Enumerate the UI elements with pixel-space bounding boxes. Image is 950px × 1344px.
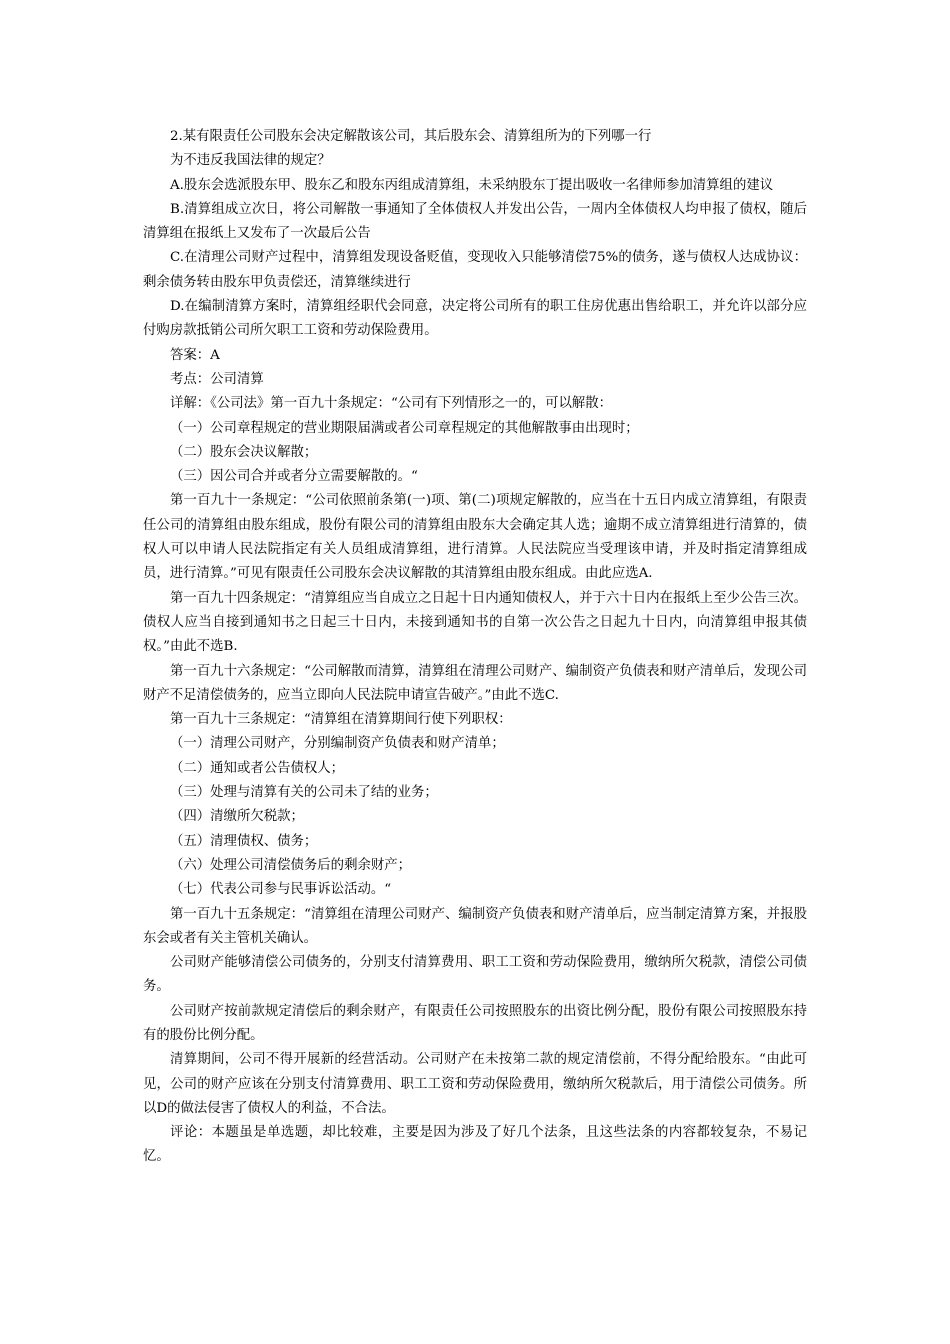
- article-195-p3: 公司财产按前款规定清偿后的剩余财产，有限责任公司按照股东的出资比例分配，股份有限公司按照股东持有的股份比例分配。: [143, 1003, 807, 1043]
- option-a: A.股东会选派股东甲、股东乙和股东丙组成清算组，未采纳股东丁提出吸收一名律师参加清算组的建议: [170, 177, 774, 193]
- art193-item: （三）处理与清算有关的公司未了结的业务；: [170, 785, 438, 801]
- art193-item: （六）处理公司清偿债务后的剩余财产；: [170, 857, 412, 873]
- art193-item: （五）清理债权、债务；: [170, 833, 318, 849]
- question-stem-line1: 2.某有限责任公司股东会决定解散该公司，其后股东会、清算组所为的下列哪一行: [170, 129, 652, 144]
- article-191: 第一百九十一条规定：“公司依照前条第(一)项、第(二)项规定解散的，应当在十五日内成立清算组，有限责任公司的清算组由股东组成，股份有限公司的清算组由股东大会确定其人选；逾期不成立清算组进行清算的，债权人可以申请人民法院指定有关人员组成清算组，进行清算。人民法院应当受理该申请，并及时指定清算组成员，进行清算。”可见有限责任公司股东会决议解散的其清算组由股东组成。由此应选A.: [143, 493, 807, 582]
- topic: 考点：公司清算: [170, 371, 264, 387]
- art193-item: （二）通知或者公告债权人；: [170, 760, 345, 776]
- art193-item: （四）清缴所欠税款；: [170, 809, 304, 825]
- option-d: D.在编制清算方案时，清算组经职代会同意，决定将公司所有的职工住房优惠出售给职工，并允许以部分应付购房款抵销公司所欠职工工资和劳动保险费用。: [143, 299, 807, 339]
- question-stem-line2: 为不违反我国法律的规定？: [170, 153, 331, 169]
- option-b: B.清算组成立次日，将公司解散一事通知了全体债权人并发出公告，一周内全体债权人均申报了债权，随后清算组在报纸上又发布了一次最后公告: [143, 201, 807, 242]
- art190-item: （三）因公司合并或者分立需要解散的。“: [170, 469, 418, 485]
- comment: 评论：本题虽是单选题，却比较难，主要是因为涉及了好几个法条，且这些法条的内容都较复杂，不易记忆。: [143, 1125, 807, 1165]
- explanation-intro: 详解：《公司法》第一百九十条规定：“公司有下列情形之一的，可以解散：: [170, 396, 613, 412]
- article-195-p1: 第一百九十五条规定：“清算组在清理公司财产、编制资产负债表和财产清单后，应当制定清算方案，并报股东会或者有关主管机关确认。: [143, 906, 807, 946]
- art190-item: （二）股东会决议解散；: [170, 444, 318, 460]
- article-196: 第一百九十六条规定：“公司解散而清算，清算组在清理公司财产、编制资产负债表和财产清单后，发现公司财产不足清偿债务的，应当立即向人民法院申请宣告破产。”由此不选C.: [143, 663, 807, 703]
- article-195-p4: 清算期间，公司不得开展新的经营活动。公司财产在未按第二款的规定清偿前，不得分配给股东。“由此可见，公司的财产应该在分别支付清算费用、职工工资和劳动保险费用，缴纳所欠税款后，用于清偿公司债务。所以D的做法侵害了债权人的利益，不合法。: [143, 1052, 807, 1116]
- article-195-p2: 公司财产能够清偿公司债务的，分别支付清算费用、职工工资和劳动保险费用，缴纳所欠税款，清偿公司债务。: [143, 955, 807, 995]
- answer: 答案：A: [170, 347, 220, 363]
- art190-item: （一）公司章程规定的营业期限届满或者公司章程规定的其他解散事由出现时；: [170, 420, 639, 436]
- art193-item: （七）代表公司参与民事诉讼活动。“: [170, 882, 392, 898]
- article-194: 第一百九十四条规定：“清算组应当自成立之日起十日内通知债权人，并于六十日内在报纸上至少公告三次。债权人应当自接到通知书之日起三十日内，未接到通知书的自第一次公告之日起九十日内，向清算组申报其债权。”由此不选B.: [143, 590, 807, 655]
- document-page: [143, 125, 807, 1170]
- option-c: C.在清理公司财产过程中，清算组发现设备贬值，变现收入只能够清偿75%的债务，遂与债权人达成协议：剩余债务转由股东甲负责偿还，清算继续进行: [143, 250, 807, 290]
- article-193-intro: 第一百九十三条规定：“清算组在清算期间行使下列职权：: [170, 712, 512, 728]
- art193-item: （一）清理公司财产，分别编制资产负债表和财产清单；: [170, 736, 505, 752]
